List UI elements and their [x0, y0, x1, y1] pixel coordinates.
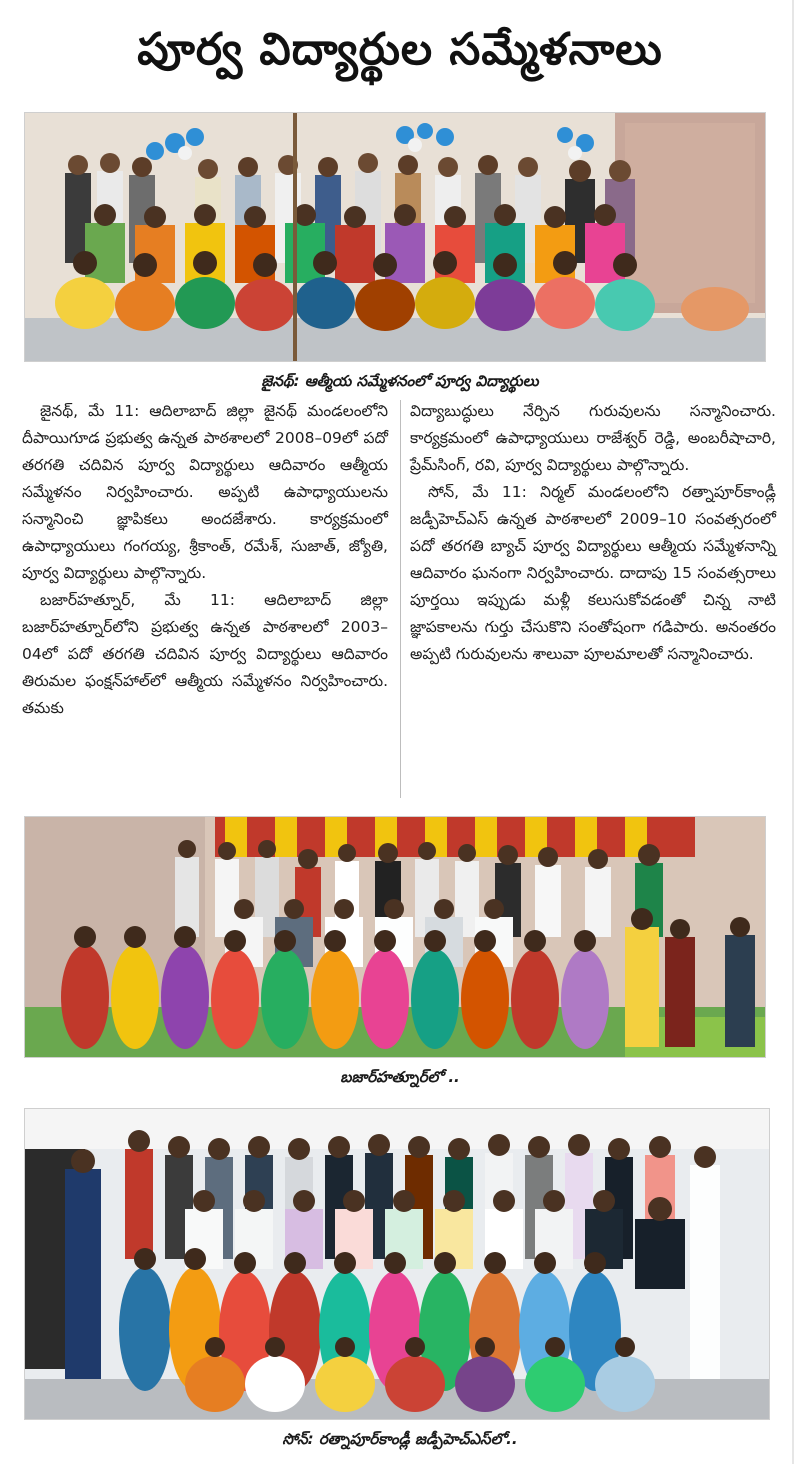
article-paragraph-bazarhatnoor: బజార్‌హత్నూర్‌, మే 11: ఆదిలాబాద్‌ జిల్లా బజార్‌హత్నూర్‌లోని ప్రభుత్వ ఉన్నత పాఠశాలలో 2003–04లో పదో తరగతి చదివిన పూర్వ విద్యార్థులు ఆదివారం తిరుమల ఫంక్షన్‌హాల్‌లో ఆత్మీయ సమ్మేళనం నిర్వహించారు. తమకు [22, 591, 388, 717]
page-edge-rule [792, 0, 794, 1464]
photo-caption-jainath: జైనథ్‌: ఆత్మీయ సమ్మేళనంలో పూర్వ విద్యార్థులు [261, 372, 539, 390]
article-paragraph-sone: సోన్‌, మే 11: నిర్మల్‌ మండలంలోని రత్నాపూర్‌కాండ్లీ జడ్పీహెచ్‌ఎస్‌ ఉన్నత పాఠశాలలో 2009–10 సంవత్సరంలో పదో తరగతి బ్యాచ్‌ పూర్వ విద్యార్థులు ఆత్మీయ సమ్మేళనాన్ని ఆదివారం ఘనంగా నిర్వహించారు. దాదాపు 15 సంవత్సరాలు పూర్తయి ఇప్పుడు మళ్లీ కలుసుకోవడంతో చిన్న నాటి జ్ఞాపకాలను గుర్తు చేసుకొని సంతోషంగా గడిపారు. అనంతరం అప్పటి గురువులను శాలువా పూలమాలతో సన్మానించారు. [410, 483, 776, 663]
photo-sone-reunion [24, 1108, 770, 1420]
article-paragraph-continued: విద్యాబుద్ధులు నేర్పిన గురువులను సన్మానించారు. కార్యక్రమంలో ఉపాధ్యాయులు రాజేశ్వర్‌ రెడ్డి, అంబరీషాచారి, ప్రేమ్‌సింగ్‌, రవి, పూర్వ విద్యార్థులు పాల్గొన్నారు. [410, 402, 776, 474]
photo-caption-bazarhatnoor: బజార్‌హత్నూర్‌లో .. [340, 1068, 460, 1086]
photo-caption-sone: సోన్‌: రత్నాపూర్‌కాండ్లీ జడ్పీహెచ్‌ఎస్‌లో.. [282, 1430, 518, 1448]
photo-bazarhatnoor-reunion [24, 816, 766, 1058]
photo-jainath-reunion [24, 112, 766, 362]
headline: పూర్వ విద్యార్థుల సమ్మేళనాలు [137, 24, 663, 75]
column-divider [400, 400, 401, 798]
article-left-column [22, 398, 388, 722]
article-right-column [410, 398, 776, 668]
article-paragraph-jainath: జైనథ్‌, మే 11: ఆదిలాబాద్‌ జిల్లా జైనథ్‌ మండలంలోని దీపాయిగూడ ప్రభుత్వ ఉన్నత పాఠశాలలో 2008–09లో పదో తరగతి చదివిన పూర్వ విద్యార్థులు ఆదివారం ఆత్మీయ సమ్మేళనం నిర్వహించారు. అప్పటి ఉపాధ్యాయులను సన్మానించి జ్ఞాపికలు అందజేశారు. కార్యక్రమంలో ఉపాధ్యాయులు గంగయ్య, శ్రీకాంత్‌, రమేశ్‌, సుజాత్‌, జ్యోతి, పూర్వ విద్యార్థులు పాల్గొన్నారు. [22, 402, 388, 582]
